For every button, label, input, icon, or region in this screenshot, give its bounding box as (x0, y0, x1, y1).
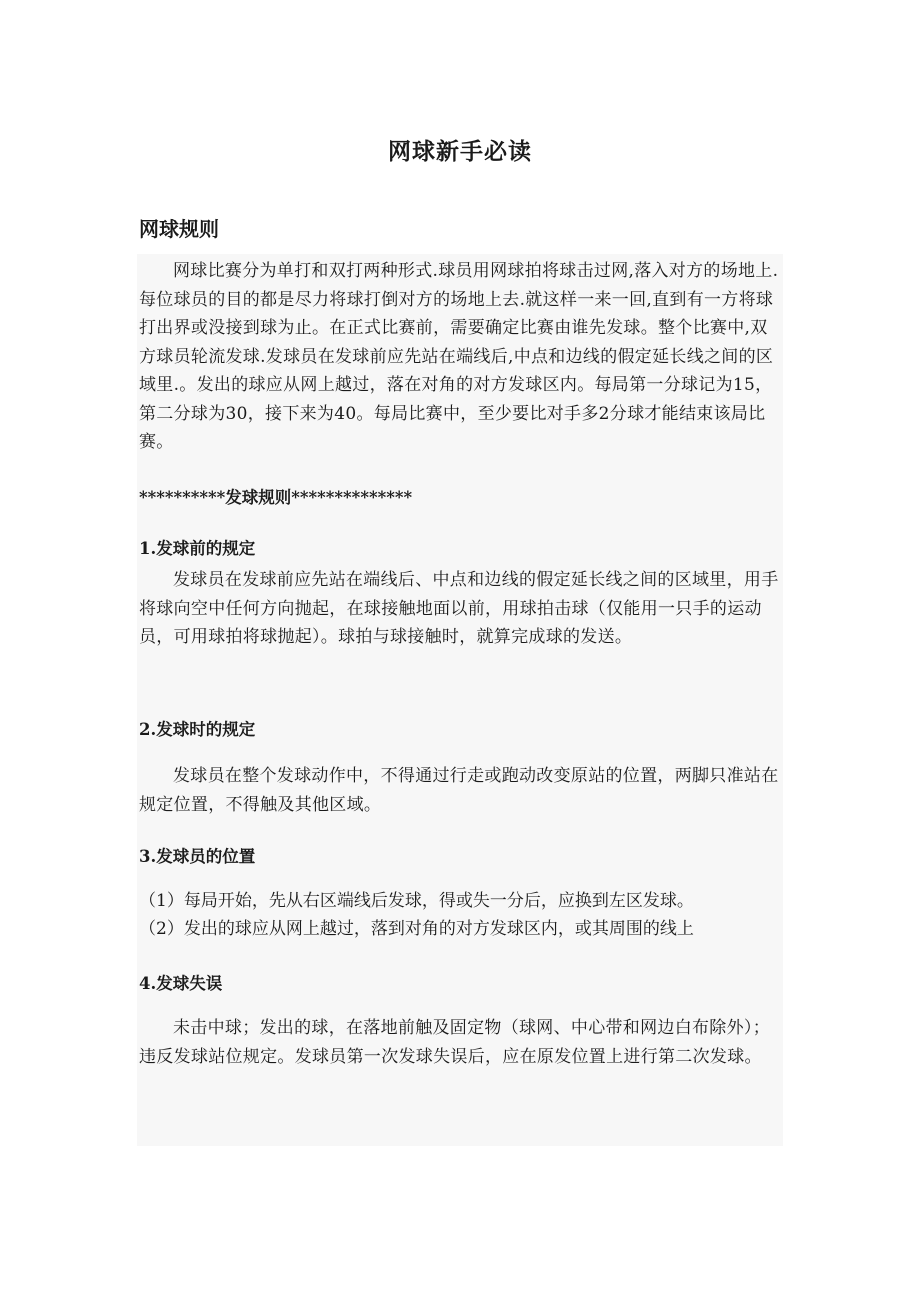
rule-3-heading: 3.发球员的位置 (139, 847, 256, 866)
intro-paragraph: 网球比赛分为单打和双打两种形式.球员用网球拍将球击过网,落入对方的场地上.每位球员的目的都是尽力将球打倒对方的场地上去.就这样一来一回,直到有一方将球打出界或没接到球为止。在正式比赛前，需要确定比赛由谁先发球。整个比赛中,双方球员轮流发球.发球员在发球前应先站在端线后,中点和边线的假定延长线之间的区域里.。发出的球应从网上越过，落在对角的对方发球区内。每局第一分球记为15，第二分球为30，接下来为40。每局比赛中，至少要比对手多2分球才能结束该局比赛。 (139, 261, 779, 452)
rule-4-text: 未击中球；发出的球，在落地前触及固定物（球网、中心带和网边白布除外）；违反发球站位规定。发球员第一次发球失误后，应在原发位置上进行第二次发球。 (139, 1018, 770, 1067)
rule-2-text: 发球员在整个发球动作中，不得通过行走或跑动改变原站的位置，两脚只准站在规定位置，不得触及其他区域。 (139, 766, 779, 815)
rule-3-item-2: （2）发出的球应从网上越过，落到对角的对方发球区内，或其周围的线上 (139, 919, 694, 939)
section-heading: 网球规则 (139, 216, 219, 241)
document-title: 网球新手必读 (388, 139, 532, 166)
rule-1-text: 发球员在发球前应先站在端线后、中点和边线的假定延长线之间的区域里，用手将球向空中任何方向抛起，在球接触地面以前，用球拍击球（仅能用一只手的运动员，可用球拍将球抛起）。球拍与球接触时，就算完成球的发送。 (139, 570, 779, 647)
rule-1-heading: 1.发球前的规定 (139, 539, 256, 558)
rule-4-heading: 4.发球失误 (139, 974, 223, 993)
rule-2-heading: 2.发球时的规定 (139, 720, 256, 739)
serve-rules-banner: **********发球规则************** (139, 488, 413, 507)
rule-3-item-1: （1）每局开始，先从右区端线后发球，得或失一分后，应换到左区发球。 (139, 891, 694, 911)
